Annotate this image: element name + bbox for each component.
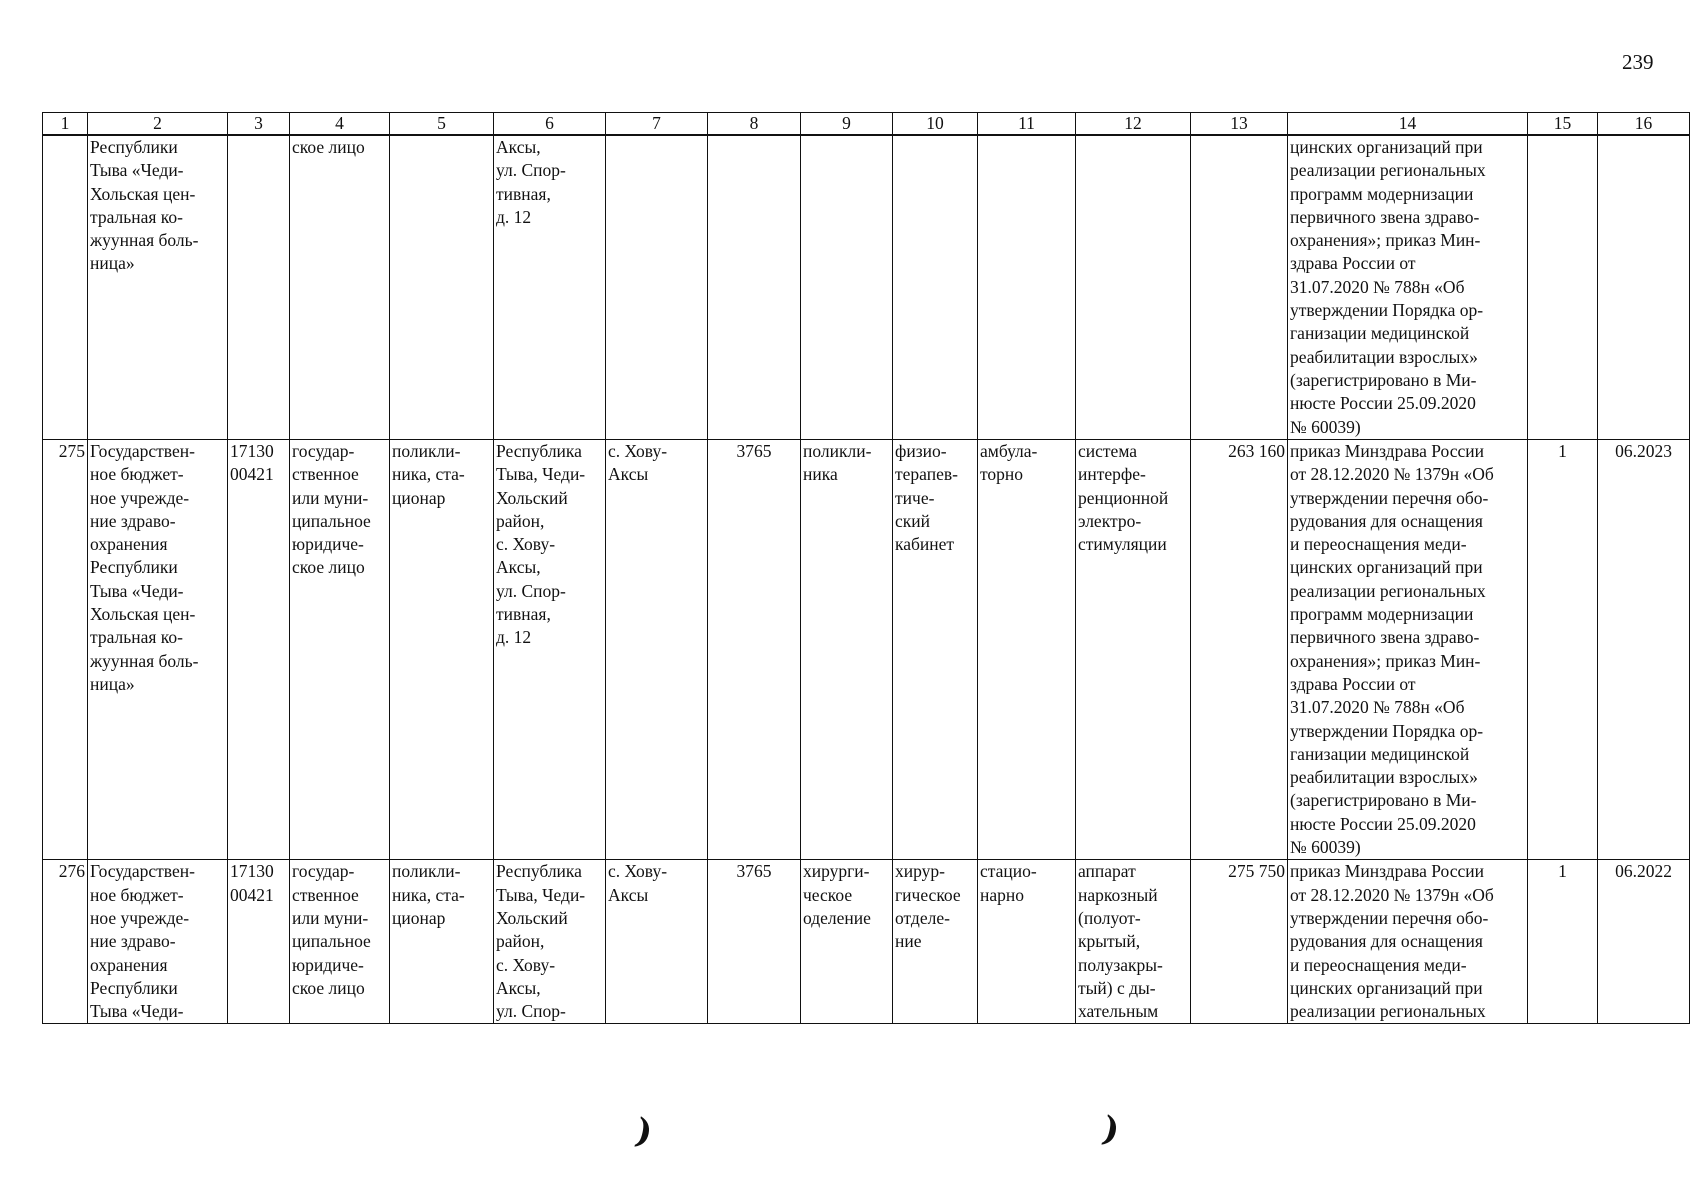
column-header: 4 — [290, 113, 390, 136]
table-cell-unit: физио- терапев- тиче- ский кабинет — [893, 440, 978, 860]
table-cell-regulation: цинских организаций при реализации региональных программ модернизации первичного звена здраво- охранения»; приказ Мин- здрава России от 31.07.2020 № 788н «Об утверждении Порядка ор- ганизации медицинской реабилитации взрослых» (зарегистрировано в Ми- нюсте России 25.09.2020 № 60039) — [1288, 135, 1528, 440]
column-header: 8 — [708, 113, 801, 136]
table-cell-number: 275 — [43, 440, 88, 860]
table-cell-quantity: 1 — [1528, 860, 1598, 1024]
table-cell-settlement: с. Хову- Аксы — [606, 860, 708, 1024]
table-cell-number — [43, 135, 88, 440]
table-cell-cost: 275 750 — [1191, 860, 1288, 1024]
column-header: 7 — [606, 113, 708, 136]
column-header: 6 — [494, 113, 606, 136]
column-header: 10 — [893, 113, 978, 136]
table-cell-number: 276 — [43, 860, 88, 1024]
table-cell-address: Республика Тыва, Чеди- Хольский район, с. Хову- Аксы, ул. Спор- — [494, 860, 606, 1024]
table-cell-address: Аксы, ул. Спор- тивная, д. 12 — [494, 135, 606, 440]
initials-mark-right: ) — [1099, 1108, 1124, 1152]
table-cell-population: 3765 — [708, 440, 801, 860]
table-cell-care-mode: стацио- нарно — [978, 860, 1076, 1024]
column-header: 15 — [1528, 113, 1598, 136]
header-row — [43, 113, 1690, 136]
table-cell-quantity — [1528, 135, 1598, 440]
column-header: 3 — [228, 113, 290, 136]
column-header: 16 — [1598, 113, 1690, 136]
table-cell-unit — [893, 135, 978, 440]
table-cell-care-mode — [978, 135, 1076, 440]
table-cell-settlement: с. Хову- Аксы — [606, 440, 708, 860]
table-cell-date — [1598, 135, 1690, 440]
table-cell-facility-type: поликли- ника, ста- ционар — [390, 440, 494, 860]
table-cell-legal-form: государ- ственное или муни- ципальное юридиче- ское лицо — [290, 440, 390, 860]
column-header: 9 — [801, 113, 893, 136]
table-cell-code: 17130 00421 — [228, 860, 290, 1024]
table-cell-equipment: система интерфе- ренционной электро- стимуляции — [1076, 440, 1191, 860]
table-row — [43, 135, 1690, 440]
page-number: 239 — [1622, 50, 1654, 74]
column-header: 2 — [88, 113, 228, 136]
table-cell-division: поликли- ника — [801, 440, 893, 860]
table-cell-equipment — [1076, 135, 1191, 440]
table-cell-cost — [1191, 135, 1288, 440]
table-cell-division — [801, 135, 893, 440]
table-cell-cost: 263 160 — [1191, 440, 1288, 860]
table-row — [43, 860, 1690, 1024]
column-header: 1 — [43, 113, 88, 136]
table-cell-population — [708, 135, 801, 440]
column-header: 14 — [1288, 113, 1528, 136]
table-cell-date: 06.2023 — [1598, 440, 1690, 860]
column-header: 5 — [390, 113, 494, 136]
table-cell-code — [228, 135, 290, 440]
equipment-table — [42, 112, 1690, 1024]
table-cell-organization: Государствен- ное бюджет- ное учрежде- ние здраво- охранения Республики Тыва «Чеди- — [88, 860, 228, 1024]
table-cell-population: 3765 — [708, 860, 801, 1024]
table-cell-regulation: приказ Минздрава России от 28.12.2020 № 1379н «Об утверждении перечня обо- рудования для оснащения и переоснащения меди- цинских организаций при реализации региональных — [1288, 860, 1528, 1024]
table-cell-date: 06.2022 — [1598, 860, 1690, 1024]
column-header: 12 — [1076, 113, 1191, 136]
table-cell-facility-type: поликли- ника, ста- ционар — [390, 860, 494, 1024]
table-cell-address: Республика Тыва, Чеди- Хольский район, с. Хову- Аксы, ул. Спор- тивная, д. 12 — [494, 440, 606, 860]
initials-mark-left: ) — [632, 1110, 657, 1154]
table-row — [43, 440, 1690, 860]
column-header: 11 — [978, 113, 1076, 136]
table-cell-facility-type — [390, 135, 494, 440]
table-cell-legal-form: ское лицо — [290, 135, 390, 440]
table-cell-division: хирурги- ческое оделение — [801, 860, 893, 1024]
table-cell-unit: хирур- гическое отделе- ние — [893, 860, 978, 1024]
column-header: 13 — [1191, 113, 1288, 136]
table-cell-equipment: аппарат наркозный (полуот- крытый, полузакры- тый) с ды- хательным — [1076, 860, 1191, 1024]
table-cell-quantity: 1 — [1528, 440, 1598, 860]
table-cell-organization: Государствен- ное бюджет- ное учрежде- ние здраво- охранения Республики Тыва «Чеди- Хольская цен- тральная ко- жуунная боль- ница» — [88, 440, 228, 860]
table-cell-regulation: приказ Минздрава России от 28.12.2020 № 1379н «Об утверждении перечня обо- рудования для оснащения и переоснащения меди- цинских организаций при реализации региональных программ модернизации первичного звена здраво- охранения»; приказ Мин- здрава России от 31.07.2020 № 788н «Об утверждении Порядка ор- ганизации медицинской реабилитации взрослых» (зарегистрировано в Ми- нюсте России 25.09.2020 № 60039) — [1288, 440, 1528, 860]
table-cell-care-mode: амбула- торно — [978, 440, 1076, 860]
table-cell-code: 17130 00421 — [228, 440, 290, 860]
table-cell-legal-form: государ- ственное или муни- ципальное юридиче- ское лицо — [290, 860, 390, 1024]
table-cell-settlement — [606, 135, 708, 440]
table-cell-organization: Республики Тыва «Чеди- Хольская цен- тральная ко- жуунная боль- ница» — [88, 135, 228, 440]
